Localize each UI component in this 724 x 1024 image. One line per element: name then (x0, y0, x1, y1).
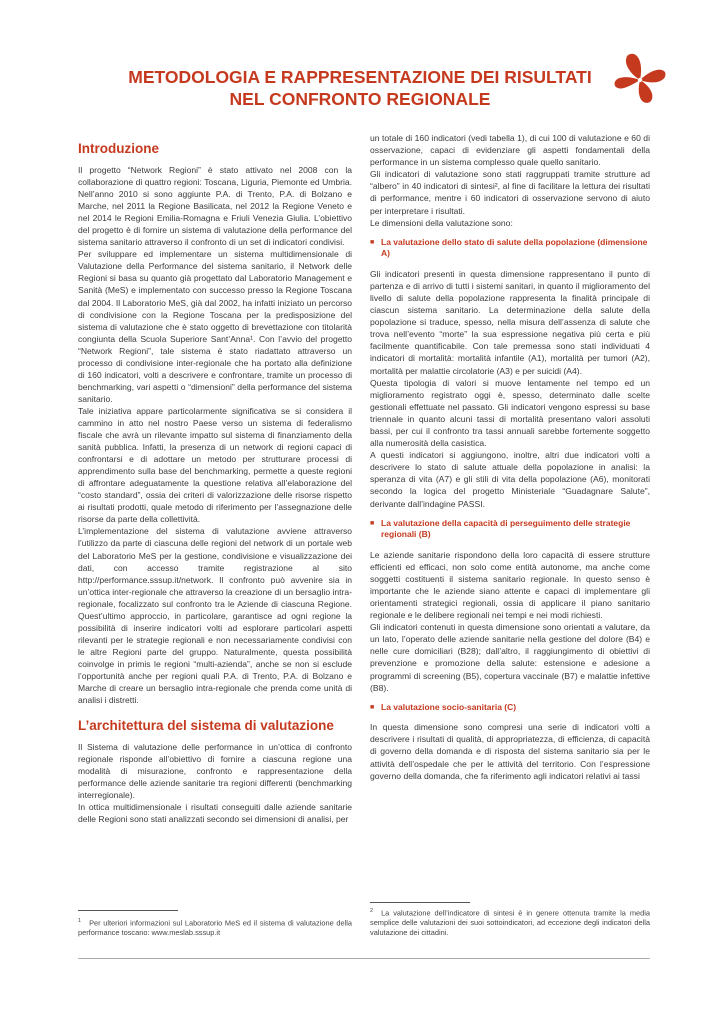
page-title-line-1: METODOLOGIA E RAPPRESENTAZIONE DEI RISULTATI (128, 67, 592, 87)
section-title-introduzione: Introduzione (78, 141, 159, 156)
footnote-1 (78, 916, 352, 938)
left-column (78, 140, 352, 825)
paragraph: Per sviluppare ed implementare un sistema multidimensionale di Valutazione della Performance del sistema sanitario, il Network delle Regioni si basa su quanto già progettato dal Laboratorio Management e Sanità (MeS) e implementato con successo presso la Regione Toscana dal 2004. Il Laboratorio MeS, già dal 2002, ha infatti iniziato un percorso di condivisione con la Regione Toscana per la predisposizione del sistema di valutazione che è stato oggetto di brevettazione con titolarità congiunta della Scuola Superiore Sant’Anna¹. Con l’avvio del progetto “Network Regioni”, tale sistema è stato riadattato attraverso un processo di condivisione inter-regionale che ha portato alla definizione di 160 indicatori, volti a descrivere e confrontare, tramite un processo di benchmarking, vari aspetti o “dimensioni” della performance del sistema sanitario. (78, 249, 352, 404)
page-title-line-2: NEL CONFRONTO REGIONALE (229, 89, 491, 109)
paragraph: Gli indicatori di valutazione sono stati raggruppati tramite strutture ad “albero” in 40 indicatori di sintesi², al fine di facilitare la lettura dei risultati di performance, mentre i 60 indicatori di osservazione servono di aiuto per interpretare i risultati. (370, 169, 650, 216)
subsection-heading-b (370, 518, 650, 541)
bottom-divider (78, 958, 650, 959)
footnote-number: 2 (370, 908, 374, 914)
footnote-number: 1 (78, 918, 82, 924)
paragraph: Gli indicatori contenuti in questa dimensione sono orientati a valutare, da un lato, l’operato delle aziende sanitarie nella gestione del dolore (B4) e nelle cure domiciliari (B28); dall’altro, il raggiungimento di obiettivi di prevenzione e promozione della salute: estensione e adesione a programmi di screening (B5), copertura vaccinale (B7) e malattie infettive (B8). (370, 622, 650, 693)
paragraph: Il Sistema di valutazione delle performance in un’ottica di confronto regionale risponde all’obiettivo di fornire a ciascuna regione una modalità di misurazione, confronto e rappresentazione della performance delle aziende sanitarie tra regioni differenti (benchmarking interregionale). (78, 742, 352, 801)
subsection-title: La valutazione socio-sanitaria (C) (381, 701, 517, 712)
paragraph: Le aziende sanitarie rispondono della loro capacità di essere strutture efficienti ed efficaci, non solo come entità autonome, ma anche come soggetti costituenti il sistema sanitario regionale. In questo senso è importante che le aziende siano attente e capaci di implementare gli orientamenti strategici regionali, ossia di applicare il piano sanitario regionale e le delibere regionali nei tempi e nei modi richiesti. (370, 549, 650, 621)
footnote-text: La valutazione dell’indicatore di sintesi è in genere ottenuta tramite la media semplice delle valutazioni dei suoi sottoindicatori, ad eccezione degli indicatori della valutazione dei cittadini. (370, 908, 650, 938)
paragraph: In ottica multidimensionale i risultati conseguiti dalle aziende sanitarie delle Regioni sono stati analizzati secondo sei dimensioni di analisi, per (78, 802, 352, 825)
paragraph: Tale iniziativa appare particolarmente significativa se si considera il cammino in atto nel nostro Paese verso un sistema di federalismo fiscale che avrà un rilevante impatto sul sistema di finanziamento della sanità pubblica. Infatti, la presenza di un network di regioni capaci di confrontarsi e di adottare un metodo per strutturare processi di apprendimento sulla base del benchmarking, permette a queste regioni di affrontare adeguatamente la questione relativa all’elaborazione del “costo standard”, ossia dei criteri di valorizzazione delle risorse rispetto ai risultati prodotti, quale metodo di riferimento per l’assegnazione delle risorse da parte della collettività. (78, 405, 352, 525)
footnote-rule (78, 910, 178, 911)
page-title (100, 66, 620, 110)
footnote-text: Per ulteriori informazioni sul Laboratorio MeS ed il sistema di valutazione della performance toscano: www.meslab.sssup.it (78, 918, 352, 938)
paragraph: A questi indicatori si aggiungono, inoltre, altri due indicatori volti a descrivere lo stato di salute attuale della popolazione in analisi: la speranza di vita (A7) e gli stili di vita della popolazione (A6), monitorati secondo la logica del progetto Ministeriale “Guadagnare Salute”, derivante dall’indagine PASSI. (370, 450, 650, 509)
footnote-2 (370, 906, 650, 938)
paragraph: L’implementazione del sistema di valutazione avviene attraverso l’utilizzo da parte di ciascuna delle regioni del network di un portale web del Laboratorio MeS per la gestione, condivisione e visualizzazione dei dati, con accesso tramite registrazione al sito http://performance.sssup.it/network. Il confronto può avvenire sia in un’ottica inter-regionale che attraverso la creazione di un bersaglio intra-regionale, focalizzato sul confronto tra le Aziende di ciascuna Regione. Quest’ultimo approccio, in particolare, garantisce ad ogni regione la possibilità di inserire indicatori volti ad esplorare particolari aspetti rilevanti per le strategie regionali e non necessariamente condivisi con le altre Regioni parte del gruppo. Naturalmente, questa possibilità coinvolge in primis le regioni “multi-azienda”, anche se non si esclude l’opportunità anche per regioni quali P.A. di Trento, P.A. di Bolzano e Marche di creare un bersaglio intra-regionale che prenda come unità di analisi i distretti. (78, 526, 352, 706)
paragraph: Gli indicatori presenti in questa dimensione rappresentano il punto di partenza e di arrivo di tutti i sistemi sanitari, in quanto il miglioramento del livello di salute della popolazione rappresenta la finalità principale di ciascun sistema sanitario. La determinazione della salute della popolazione si traduce, spesso, nella misura dell’assenza di salute che trova nell’evento “morte” la sua espressione negativa più certa e più facilmente quantificabile. Con tale premessa sono stati individuati 4 indicatori di mortalità: mortalità infantile (A1), mortalità per tumori (A2), mortalità per malattie circolatorie (A3) e per suicidi (A4). (370, 268, 650, 376)
flower-logo-icon (612, 52, 668, 106)
paragraph: Le dimensioni della valutazione sono: (370, 217, 513, 228)
paragraph: In questa dimensione sono compresi una serie di indicatori volti a descrivere i risultati di qualità, di appropriatezza, di efficienza, di capacità di governo della domanda e di risposta del sistema sanitario sia per le attività dell’ospedale che per le attività del territorio. Con l’espressione governo della domanda, che fa riferimento agli indicatori relativi ai tassi (370, 722, 650, 781)
paragraph: Questa tipologia di valori si muove lentamente nel tempo ed un miglioramento registrato oggi è, spesso, determinato dalle scelte gestionali effettuate nel passato. Gli indicatori vengono espressi su base triennale in quanto alcuni tassi di mortalità presentano valori assoluti bassi, per cui il confronto tra tassi annuali sarebbe fortemente soggetto alla numerosità della casistica. (370, 377, 650, 449)
subsection-heading-c (370, 702, 650, 714)
subsection-title: La valutazione della capacità di perseguimento delle strategie regionali (B) (381, 517, 631, 540)
paragraph: Il progetto “Network Regioni” è stato attivato nel 2008 con la collaborazione di quattro regioni: Toscana, Liguria, Piemonte ed Umbria. Nell’anno 2010 si sono aggiunte P.A. di Trento, P.A. di Bolzano e Marche, nel 2011 la Regione Basilicata, nel 2012 la Regione Veneto e nel 2014 le Regioni Emilia-Romagna e Friuli Venezia Giulia. L’obiettivo del progetto è di fornire un sistema di valutazione della performance del sistema sanitario attraverso il confronto di un set di indicatori condivisi. (78, 165, 352, 248)
subsection-heading-a (370, 237, 650, 260)
footnote-rule (370, 902, 470, 903)
square-bullet-icon: ■ (370, 238, 375, 246)
section-title-architettura: L’architettura del sistema di valutazione (78, 718, 334, 734)
square-bullet-icon: ■ (370, 703, 375, 711)
right-column (370, 132, 650, 782)
paragraph: un totale di 160 indicatori (vedi tabella 1), di cui 100 di valutazione e 60 di osservazione, capaci di evidenziare gli aspetti fondamentali della performance in un sistema complesso quale quello sanitario. (370, 133, 650, 168)
subsection-title: La valutazione dello stato di salute della popolazione (dimensione A) (381, 236, 648, 259)
square-bullet-icon: ■ (370, 519, 375, 527)
